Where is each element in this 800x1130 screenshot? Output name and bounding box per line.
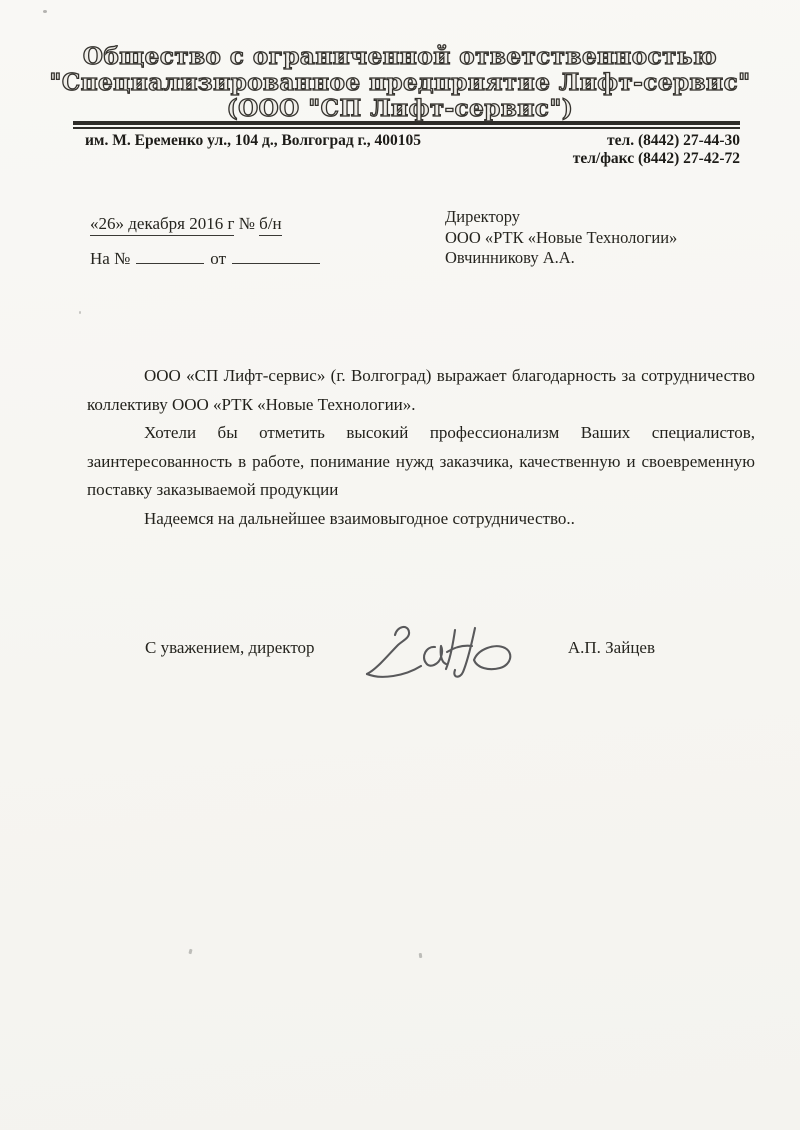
letterhead-line-1: Общество с ограниченной ответственностью xyxy=(82,43,718,70)
incoming-number-blank xyxy=(136,250,204,264)
body-line: поставку заказываемой продукции xyxy=(87,480,339,499)
phone-line: тел. (8442) 27-44-30 xyxy=(607,132,740,149)
letter-date-line xyxy=(90,214,320,234)
letterhead-line-2: "Специализированное предприятие Лифт-сервис" xyxy=(49,69,751,96)
letter-date: «26» декабря 2016 г xyxy=(90,214,234,236)
number-sign: № xyxy=(238,214,255,233)
body-line: Надеемся на дальнейшее взаимовыгодное сотрудничество.. xyxy=(144,508,575,528)
scan-speck xyxy=(43,10,47,13)
contact-phones xyxy=(573,132,740,168)
signature-name: А.П. Зайцев xyxy=(567,638,655,657)
incoming-prefix: На № xyxy=(90,249,131,268)
recipient-company: ООО «РТК «Новые Технологии» xyxy=(445,227,678,247)
paragraph-2 xyxy=(87,419,755,505)
recipient-name: Овчинникову А.А. xyxy=(445,248,575,267)
paragraph-3 xyxy=(87,505,755,534)
contact-row xyxy=(85,132,740,168)
incoming-reference-line xyxy=(90,249,320,269)
body-line: коллективу ООО «РТК «Новые Технологии». xyxy=(87,394,416,414)
reference-block xyxy=(90,214,320,269)
letterhead xyxy=(0,44,800,122)
body-line: Хотели бы отметить высокий профессионализм Ваших специалистов, xyxy=(144,423,755,442)
scan-speck xyxy=(188,949,192,955)
company-address: им. М. Еременко ул., 104 д., Волгоград г., 400105 xyxy=(85,132,421,149)
letter-body xyxy=(87,362,755,533)
letterhead-line-3: (ООО "СП Лифт-сервис") xyxy=(226,95,574,122)
letter-number: б/н xyxy=(259,214,281,236)
recipient-title: Директору xyxy=(445,207,520,226)
body-line: ООО «СП Лифт-сервис» (г. Волгоград) выражает благодарность за сотрудничество xyxy=(144,366,755,385)
scan-speck xyxy=(79,311,81,314)
letterhead-divider xyxy=(73,121,740,129)
signature-closing: С уважением, директор xyxy=(145,638,315,657)
incoming-from: от xyxy=(210,249,227,268)
paragraph-1 xyxy=(87,362,755,419)
fax-line: тел/факс (8442) 27-42-72 xyxy=(572,150,740,167)
handwritten-signature-icon xyxy=(361,614,521,686)
body-line: заинтересованность в работе, понимание нужд заказчика, качественную и своевременную xyxy=(87,451,755,471)
signature-row xyxy=(145,638,655,686)
recipient-block xyxy=(445,207,677,269)
scan-speck xyxy=(419,953,423,958)
incoming-date-blank xyxy=(232,250,320,264)
